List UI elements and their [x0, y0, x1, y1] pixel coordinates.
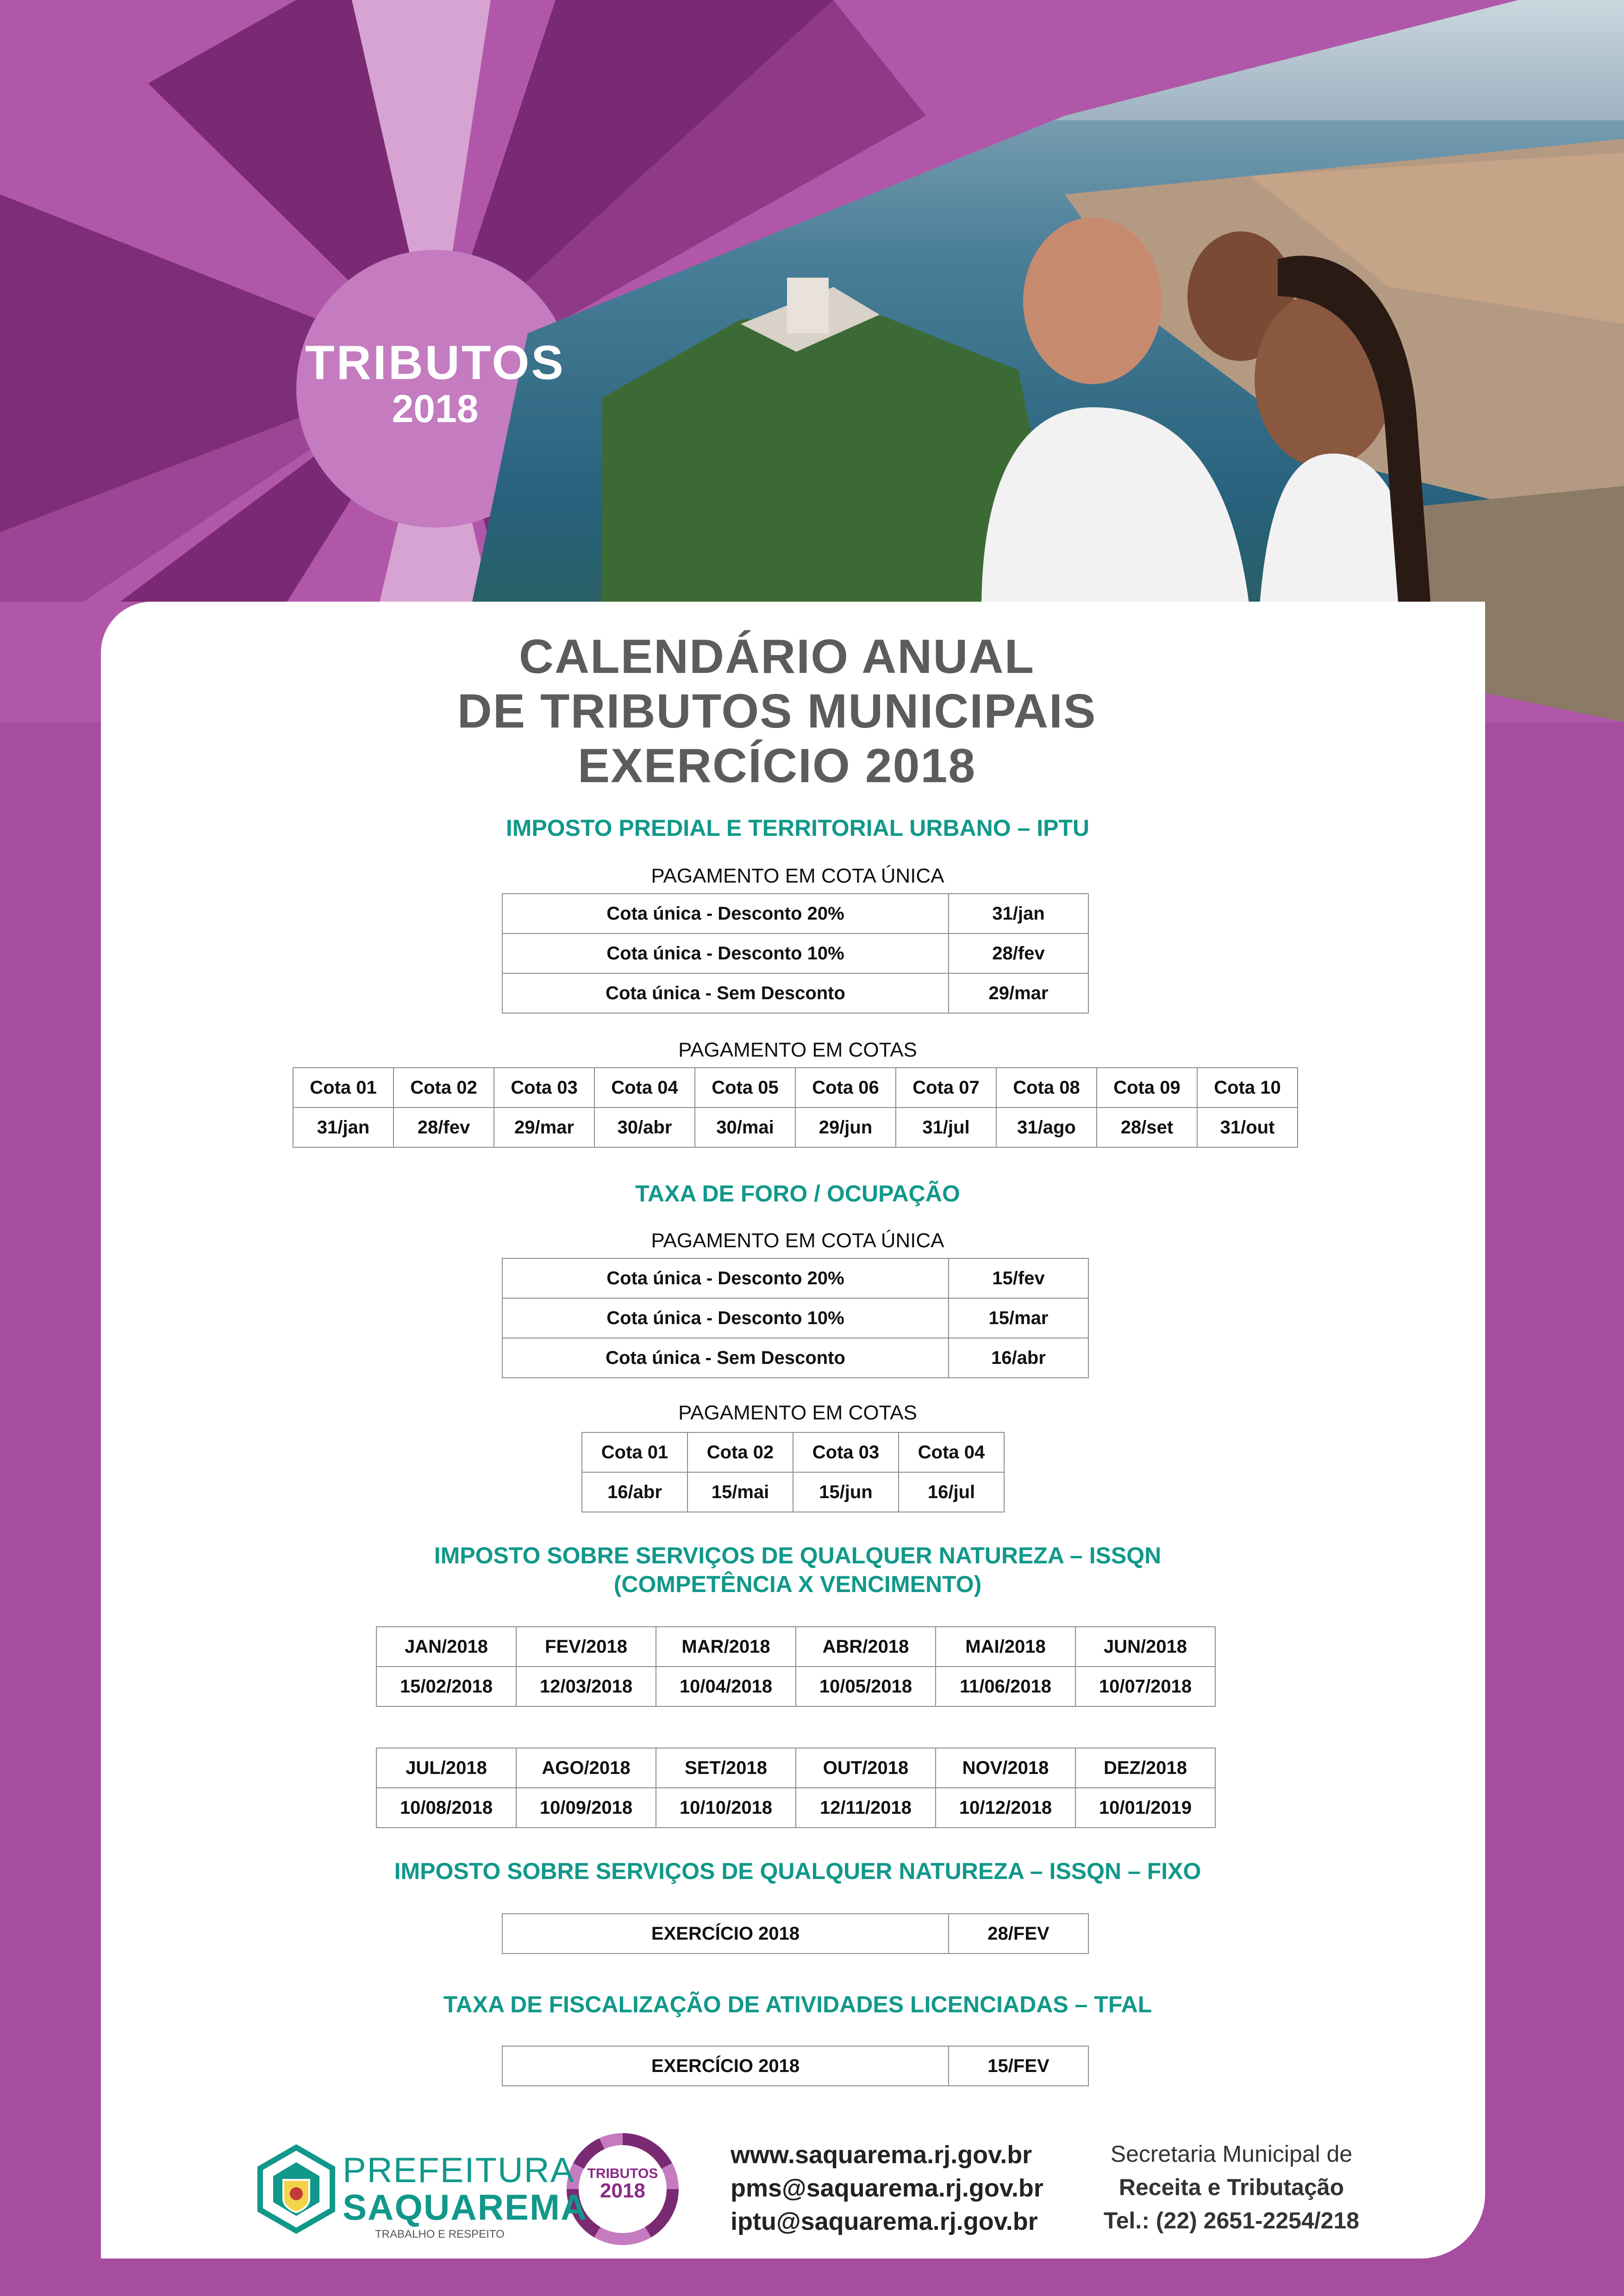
table-cell: Cota 01 [582, 1432, 687, 1472]
iptu-install-label: PAGAMENTO EM COTAS [678, 1039, 917, 1061]
table-cell: OUT/2018 [796, 1748, 936, 1788]
title-line-3: EXERCÍCIO 2018 [577, 739, 976, 793]
badge-title: TRIBUTOS [305, 336, 565, 390]
calendar-card [101, 602, 1485, 2259]
issqn-fixo-table [502, 1913, 1089, 1954]
table-cell: 10/10/2018 [656, 1788, 796, 1828]
table-cell: 10/07/2018 [1075, 1667, 1215, 1706]
table-cell: AGO/2018 [516, 1748, 656, 1788]
table-cell: ABR/2018 [796, 1627, 936, 1667]
table-cell: 31/jan [293, 1108, 394, 1147]
table-row [502, 1338, 1088, 1378]
email-link-iptu[interactable]: iptu@saquarema.rj.gov.br [731, 2208, 1038, 2235]
table-cell: MAR/2018 [656, 1627, 796, 1667]
tfal-table [502, 2046, 1089, 2086]
table-row [293, 1108, 1298, 1147]
table-cell: NOV/2018 [936, 1748, 1075, 1788]
table-row [502, 933, 1088, 973]
secretaria-line-2: Receita e Tributação [1118, 2174, 1344, 2200]
table-row [376, 1788, 1215, 1828]
iptu-single-table [502, 893, 1089, 1014]
table-cell: 31/jan [949, 894, 1088, 933]
table-cell: MAI/2018 [936, 1627, 1075, 1667]
table-cell: SET/2018 [656, 1748, 796, 1788]
secretaria-line-1: Secretaria Municipal de [1110, 2141, 1353, 2167]
table-cell: Cota única - Desconto 10% [502, 933, 949, 973]
iptu-single-label: PAGAMENTO EM COTA ÚNICA [651, 865, 944, 887]
table-cell: 10/04/2018 [656, 1667, 796, 1706]
title-line-2: DE TRIBUTOS MUNICIPAIS [457, 684, 1097, 738]
table-cell: EXERCÍCIO 2018 [502, 2046, 949, 2086]
table-cell: Cota 06 [795, 1068, 896, 1108]
table-cell: 30/abr [594, 1108, 695, 1147]
table-cell: Cota 08 [996, 1068, 1097, 1108]
table-cell: JAN/2018 [376, 1627, 516, 1667]
foro-heading: TAXA DE FORO / OCUPAÇÃO [635, 1181, 960, 1207]
issqn-table-second-half [376, 1748, 1216, 1828]
issqn-table-first-half [376, 1626, 1216, 1707]
issqn-heading-line-2: (COMPETÊNCIA X VENCIMENTO) [613, 1571, 982, 1597]
table-cell: JUL/2018 [376, 1748, 516, 1788]
table-cell: 30/mai [695, 1108, 795, 1147]
table-row [502, 1258, 1088, 1298]
table-row [582, 1432, 1004, 1472]
table-cell: Cota única - Desconto 20% [502, 894, 949, 933]
table-cell: 10/09/2018 [516, 1788, 656, 1828]
logo-line-2: SAQUAREMA [343, 2187, 588, 2228]
secretaria-info [1056, 2137, 1407, 2237]
secretaria-phone: Tel.: (22) 2651-2254/218 [1103, 2208, 1360, 2234]
table-cell: 28/fev [949, 933, 1088, 973]
table-cell: 31/jul [896, 1108, 996, 1147]
table-cell: Cota única - Desconto 20% [502, 1258, 949, 1298]
website-link[interactable]: www.saquarema.rj.gov.br [731, 2141, 1032, 2169]
table-cell: 15/fev [949, 1258, 1088, 1298]
iptu-heading: IMPOSTO PREDIAL E TERRITORIAL URBANO – IPTU [506, 815, 1090, 841]
table-cell: FEV/2018 [516, 1627, 656, 1667]
table-cell: 15/02/2018 [376, 1667, 516, 1706]
table-cell: Cota única - Desconto 10% [502, 1298, 949, 1338]
table-cell: Cota única - Sem Desconto [502, 973, 949, 1013]
table-row [502, 973, 1088, 1013]
table-cell: 10/05/2018 [796, 1667, 936, 1706]
table-row [376, 1748, 1215, 1788]
tfal-heading: TAXA DE FISCALIZAÇÃO DE ATIVIDADES LICENCIADAS – TFAL [443, 1991, 1152, 2017]
table-cell: 16/abr [582, 1472, 687, 1512]
table-row [376, 1667, 1215, 1706]
contact-links [731, 2138, 1043, 2238]
table-cell: JUN/2018 [1075, 1627, 1215, 1667]
table-cell: Cota 02 [394, 1068, 494, 1108]
logo-tagline: TRABALHO E RESPEITO [375, 2228, 505, 2240]
table-cell: 28/fev [394, 1108, 494, 1147]
table-cell: 31/ago [996, 1108, 1097, 1147]
table-cell: DEZ/2018 [1075, 1748, 1215, 1788]
table-cell: 15/mar [949, 1298, 1088, 1338]
table-cell: Cota 04 [594, 1068, 695, 1108]
logo-line-1: PREFEITURA [343, 2151, 575, 2190]
iptu-install-table [293, 1067, 1298, 1148]
issqn-heading-line-1: IMPOSTO SOBRE SERVIÇOS DE QUALQUER NATUREZA – ISSQN [434, 1543, 1162, 1568]
table-row [502, 1298, 1088, 1338]
table-cell: 28/set [1097, 1108, 1197, 1147]
foro-install-label: PAGAMENTO EM COTAS [678, 1401, 917, 1424]
prefeitura-logo [343, 2152, 587, 2241]
table-row [502, 1914, 1088, 1954]
mini-badge-title: TRIBUTOS [587, 2166, 658, 2181]
table-cell: 11/06/2018 [936, 1667, 1075, 1706]
mini-badge [565, 2167, 681, 2201]
table-cell: 28/FEV [949, 1914, 1088, 1954]
issqn-fixo-heading: IMPOSTO SOBRE SERVIÇOS DE QUALQUER NATUREZA – ISSQN – FIXO [394, 1858, 1201, 1884]
table-cell: Cota 03 [494, 1068, 594, 1108]
table-cell: Cota 05 [695, 1068, 795, 1108]
table-cell: Cota 01 [293, 1068, 394, 1108]
table-cell: 10/08/2018 [376, 1788, 516, 1828]
hero-badge [296, 338, 574, 429]
table-cell: 12/11/2018 [796, 1788, 936, 1828]
table-cell: Cota única - Sem Desconto [502, 1338, 949, 1378]
footer [0, 2110, 1624, 2259]
table-cell: 29/jun [795, 1108, 896, 1147]
foro-single-table [502, 1258, 1089, 1378]
table-cell: 29/mar [494, 1108, 594, 1147]
table-cell: 16/jul [899, 1472, 1004, 1512]
table-cell: 15/mai [687, 1472, 793, 1512]
table-cell: 31/out [1197, 1108, 1298, 1147]
table-cell: 10/12/2018 [936, 1788, 1075, 1828]
page-title [69, 629, 1485, 793]
table-cell: EXERCÍCIO 2018 [502, 1914, 949, 1954]
table-cell: 12/03/2018 [516, 1667, 656, 1706]
table-cell: Cota 04 [899, 1432, 1004, 1472]
mini-badge-year: 2018 [600, 2179, 645, 2202]
foro-install-table [581, 1432, 1005, 1512]
table-cell: 16/abr [949, 1338, 1088, 1378]
table-cell: Cota 09 [1097, 1068, 1197, 1108]
table-row [376, 1627, 1215, 1667]
table-cell: Cota 02 [687, 1432, 793, 1472]
badge-year: 2018 [392, 387, 479, 431]
foro-single-label: PAGAMENTO EM COTA ÚNICA [651, 1229, 944, 1252]
table-row [502, 894, 1088, 933]
title-line-1: CALENDÁRIO ANUAL [518, 630, 1035, 684]
table-row [502, 2046, 1088, 2086]
email-link-pms[interactable]: pms@saquarema.rj.gov.br [731, 2174, 1043, 2202]
table-cell: 15/FEV [949, 2046, 1088, 2086]
table-cell: Cota 07 [896, 1068, 996, 1108]
issqn-heading [101, 1541, 1494, 1599]
table-row [293, 1068, 1298, 1108]
table-cell: Cota 10 [1197, 1068, 1298, 1108]
table-cell: 29/mar [949, 973, 1088, 1013]
table-cell: Cota 03 [793, 1432, 899, 1472]
city-crest-icon [260, 2147, 332, 2231]
table-cell: 15/jun [793, 1472, 899, 1512]
table-cell: 10/01/2019 [1075, 1788, 1215, 1828]
table-row [582, 1472, 1004, 1512]
